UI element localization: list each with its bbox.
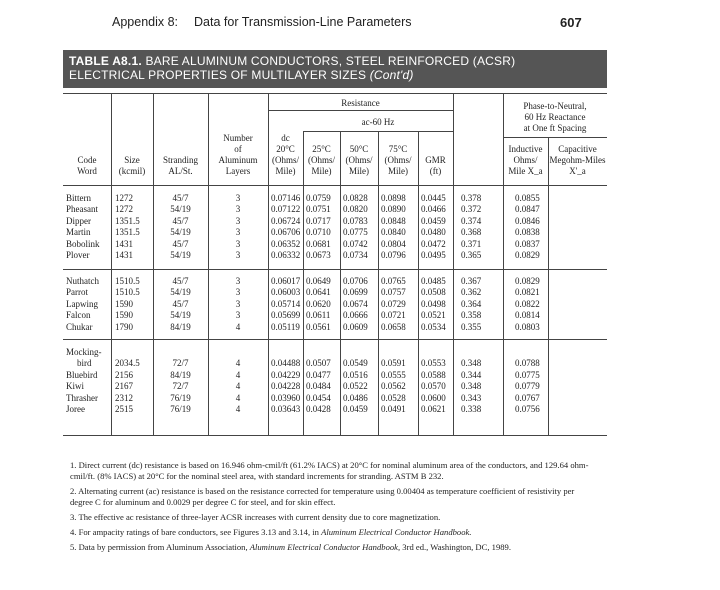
row-layers: 3 (235, 193, 241, 203)
row-code-word: Pheasant (66, 204, 98, 215)
row-ac75-resistance: 0.0796 (381, 250, 406, 260)
row-code-word: Martin (66, 227, 91, 238)
row-inductive-reactance: 0.372 (461, 204, 482, 215)
row-inductive-reactance: 0.365 (461, 250, 482, 260)
row-gmr: 0.0570 (421, 381, 446, 392)
row-ac50-resistance: 0.0486 (343, 392, 368, 403)
row-dc-resistance: 0.06706 (271, 227, 301, 238)
col-header-ac25: (Ohms/ (308, 155, 335, 165)
row-capacitive-reactance: 0.0788 (515, 358, 540, 369)
row-capacitive-reactance: 0.0829 (515, 276, 540, 286)
row-inductive-reactance: 0.368 (461, 227, 482, 238)
row-ac50-resistance: 0.0783 (343, 215, 368, 226)
row-layers: 4 (235, 321, 241, 332)
row-stranding: 76/19 (170, 404, 191, 414)
row-code-word: Bobolink (66, 238, 100, 249)
row-gmr: 0.0521 (421, 310, 446, 321)
row-stranding: 45/7 (172, 193, 189, 203)
col-header-dc20: 20°C (276, 144, 295, 154)
row-ac50-resistance: 0.0828 (343, 193, 368, 203)
row-code-word: Bittern (66, 193, 91, 203)
row-dc-resistance: 0.03643 (271, 404, 301, 414)
row-size: 1590 (115, 310, 133, 321)
row-code-word: Kiwi (66, 381, 84, 392)
table-title-line2: ELECTRICAL PROPERTIES OF MULTILAYER SIZES (69, 68, 367, 82)
col-header-stranding: AL/St. (168, 166, 193, 176)
row-code-word: Chukar (66, 321, 93, 332)
col-header-inductive: Inductive (508, 144, 543, 154)
row-capacitive-reactance: 0.0756 (515, 404, 540, 414)
column-rule (378, 131, 379, 435)
row-inductive-reactance: 0.374 (461, 215, 482, 226)
header-bottom-rule (63, 185, 607, 186)
row-gmr: 0.0498 (421, 298, 446, 309)
table-bottom-rule (63, 435, 607, 436)
row-dc-resistance: 0.03960 (271, 392, 301, 403)
row-inductive-reactance: 0.344 (461, 369, 482, 380)
row-dc-resistance: 0.04228 (271, 381, 301, 392)
row-capacitive-reactance: 0.0779 (515, 381, 540, 392)
row-size: 1431 (115, 250, 133, 260)
row-stranding: 54/19 (170, 310, 191, 321)
col-header-layers: Number (223, 133, 253, 143)
col-header-code-word: Word (77, 166, 97, 176)
col-header-ac25: Mile) (311, 166, 332, 176)
row-capacitive-reactance: 0.0767 (515, 392, 540, 403)
row-ac25-resistance: 0.0681 (306, 238, 331, 249)
row-gmr: 0.0621 (421, 404, 446, 414)
row-layers: 3 (235, 238, 241, 249)
row-stranding: 76/19 (170, 392, 191, 403)
col-header-phase: Phase-to-Neutral, (523, 101, 587, 111)
col-header-code-word: Code (77, 155, 97, 165)
row-ac50-resistance: 0.0522 (343, 381, 368, 392)
row-dc-resistance: 0.06724 (271, 215, 301, 226)
row-dc-resistance: 0.05119 (271, 321, 300, 332)
row-code-word: Dipper (66, 215, 91, 226)
row-inductive-reactance: 0.348 (461, 381, 482, 392)
row-dc-resistance: 0.05714 (271, 298, 301, 309)
row-gmr: 0.0553 (421, 358, 446, 369)
col-header-layers: Aluminum (218, 155, 258, 165)
row-ac25-resistance: 0.0561 (306, 321, 331, 332)
row-dc-resistance: 0.06332 (271, 250, 301, 260)
row-ac50-resistance: 0.0459 (343, 404, 368, 414)
row-layers: 3 (235, 215, 241, 226)
row-ac25-resistance: 0.0673 (306, 250, 331, 260)
row-ac50-resistance: 0.0742 (343, 238, 368, 249)
footnote-2: 2. Alternating current (ac) resistance is based on the resistance corrected for temperature using 0.00404 as temperature coefficient of resistivity per degree C for aluminum and 0.0029 per degree C for steel, and for skin effect. (70, 486, 575, 507)
row-code-word: Joree (66, 404, 85, 414)
row-gmr: 0.0508 (421, 287, 446, 298)
row-dc-resistance: 0.06003 (271, 287, 301, 298)
col-header-capacitive: Capacitive (558, 144, 597, 154)
row-ac75-resistance: 0.0721 (381, 310, 406, 321)
col-header-ac50: (Ohms/ (345, 155, 373, 165)
footnote-3: 3. The effective ac resistance of three-layer ACSR increases with current density due to core magnetization. (70, 512, 441, 522)
table-label: TABLE A8.1. (69, 54, 142, 68)
row-ac75-resistance: 0.0840 (381, 227, 406, 238)
row-code-word: Parrot (66, 287, 88, 298)
row-layers: 4 (235, 358, 241, 369)
row-capacitive-reactance: 0.0855 (515, 193, 540, 203)
col-header-ac75: Mile) (388, 166, 408, 176)
row-ac25-resistance: 0.0649 (306, 276, 331, 286)
row-dc-resistance: 0.06352 (271, 238, 301, 249)
row-inductive-reactance: 0.348 (461, 358, 482, 369)
footnote-5: 5. Data by permission from Aluminum Association, Aluminum Electrical Conductor Handbook, 3rd ed., Washington, DC, 1989. (70, 542, 511, 552)
row-gmr: 0.0459 (421, 215, 446, 226)
row-layers: 3 (235, 250, 241, 260)
row-gmr: 0.0480 (421, 227, 446, 238)
col-header-ac50: 50°C (349, 144, 369, 154)
row-size: 2034.5 (115, 358, 140, 369)
row-stranding: 45/7 (172, 276, 189, 286)
row-ac75-resistance: 0.0729 (381, 298, 406, 309)
row-capacitive-reactance: 0.0822 (515, 298, 540, 309)
row-stranding: 45/7 (172, 215, 189, 226)
col-header-dc20: dc (281, 133, 290, 143)
row-code-word: Bluebird (66, 369, 98, 380)
col-header-size: Size (124, 155, 140, 165)
row-ac25-resistance: 0.0717 (306, 215, 331, 226)
row-ac25-resistance: 0.0611 (306, 310, 331, 321)
row-gmr: 0.0600 (421, 392, 446, 403)
resistance-span-rule (268, 110, 453, 111)
row-size: 1590 (115, 298, 133, 309)
appendix-label: Appendix 8: (112, 15, 179, 29)
row-capacitive-reactance: 0.0838 (515, 227, 540, 238)
row-size: 1510.5 (115, 287, 140, 298)
reactance-span-rule (503, 137, 607, 138)
row-capacitive-reactance: 0.0814 (515, 310, 540, 321)
row-inductive-reactance: 0.358 (461, 310, 482, 321)
row-ac50-resistance: 0.0706 (343, 276, 368, 286)
row-dc-resistance: 0.04229 (271, 369, 301, 380)
col-header-layers: of (234, 144, 242, 154)
col-header-gmr: GMR (425, 155, 446, 165)
row-ac50-resistance: 0.0666 (343, 310, 368, 321)
row-size: 2515 (115, 404, 133, 414)
row-layers: 3 (235, 287, 241, 298)
col-header-resistance: Resistance (341, 98, 380, 108)
col-header-ac50: Mile) (349, 166, 369, 176)
row-stranding: 72/7 (172, 381, 189, 392)
row-code-word: Nuthatch (66, 276, 99, 286)
row-gmr: 0.0472 (421, 238, 446, 249)
row-size: 2167 (115, 381, 133, 392)
row-ac75-resistance: 0.0658 (381, 321, 406, 332)
col-header-stranding: Stranding (163, 155, 198, 165)
row-code-word: Lapwing (66, 298, 98, 309)
row-size: 2156 (115, 369, 133, 380)
footnote-1: 1. Direct current (dc) resistance is based on 16.946 ohm-cmil/ft (61.2% IACS) at 20°C for nominal aluminum area of the conductors, and 129.64 ohm-cmil/ft. (8% IACS) at 20°C for the nominal steel area, with standard increments for stranding. ASTM B 232. (70, 460, 589, 481)
row-layers: 3 (235, 204, 241, 215)
row-gmr: 0.0495 (421, 250, 446, 260)
col-header-ac25: 25°C (312, 144, 331, 154)
row-code-word: Plover (66, 250, 90, 260)
running-header (112, 15, 411, 29)
row-ac75-resistance: 0.0591 (381, 358, 406, 369)
table-footnotes (70, 460, 595, 557)
col-header-dc20: Mile) (275, 166, 296, 176)
footnote-4: 4. For ampacity ratings of bare conductors, see Figures 3.13 and 3.14, in Aluminum Electrical Conductor Handbook. (70, 527, 472, 537)
col-header-phase: 60 Hz Reactance (524, 112, 586, 122)
row-size: 1790 (115, 321, 133, 332)
col-header-capacitive: X'_a (569, 166, 586, 176)
row-capacitive-reactance: 0.0803 (515, 321, 540, 332)
row-stranding: 72/7 (172, 358, 189, 369)
column-rule (453, 93, 454, 435)
row-stranding: 54/19 (170, 227, 191, 238)
row-inductive-reactance: 0.362 (461, 287, 482, 298)
row-size: 1272 (115, 193, 133, 203)
row-dc-resistance: 0.07146 (271, 193, 301, 203)
col-header-gmr: (ft) (429, 166, 442, 176)
col-header-phase: at One ft Spacing (523, 123, 587, 133)
col-header-dc20: (Ohms/ (272, 155, 299, 165)
group-separator-rule (63, 269, 607, 270)
group-separator-rule (63, 339, 607, 340)
row-capacitive-reactance: 0.0847 (515, 204, 540, 215)
row-layers: 3 (235, 276, 241, 286)
col-header-capacitive: Megohm-Miles (549, 155, 606, 165)
col-header-inductive: Ohms/ (513, 155, 538, 165)
row-inductive-reactance: 0.378 (461, 193, 482, 203)
row-ac25-resistance: 0.0620 (306, 298, 331, 309)
row-inductive-reactance: 0.338 (461, 404, 482, 414)
row-layers: 3 (235, 227, 241, 238)
row-capacitive-reactance: 0.0821 (515, 287, 540, 298)
row-layers: 3 (235, 298, 241, 309)
column-rule (418, 131, 419, 435)
row-dc-resistance: 0.04488 (271, 358, 301, 369)
row-ac50-resistance: 0.0516 (343, 369, 368, 380)
row-size: 1510.5 (115, 276, 140, 286)
row-stranding: 54/19 (170, 287, 191, 298)
row-ac75-resistance: 0.0562 (381, 381, 406, 392)
row-ac75-resistance: 0.0848 (381, 215, 406, 226)
row-gmr: 0.0534 (421, 321, 446, 332)
row-ac75-resistance: 0.0898 (381, 193, 406, 203)
row-capacitive-reactance: 0.0837 (515, 238, 540, 249)
row-layers: 4 (235, 404, 241, 414)
row-gmr: 0.0466 (421, 204, 446, 215)
table-title-cont: (Cont'd) (369, 68, 414, 82)
row-inductive-reactance: 0.371 (461, 238, 482, 249)
row-code-word: Mocking- (66, 347, 102, 357)
row-size: 1431 (115, 238, 133, 249)
row-ac25-resistance: 0.0507 (306, 358, 331, 369)
row-gmr: 0.0485 (421, 276, 446, 286)
page-number: 607 (560, 15, 582, 30)
row-ac50-resistance: 0.0820 (343, 204, 368, 215)
row-stranding: 54/19 (170, 250, 191, 260)
row-size: 1272 (115, 204, 133, 215)
row-ac25-resistance: 0.0710 (306, 227, 331, 238)
col-header-ac75: 75°C (388, 144, 408, 154)
row-inductive-reactance: 0.364 (461, 298, 482, 309)
row-ac50-resistance: 0.0699 (343, 287, 368, 298)
row-inductive-reactance: 0.367 (461, 276, 482, 286)
row-stranding: 45/7 (172, 298, 189, 309)
row-ac50-resistance: 0.0609 (343, 321, 368, 332)
row-inductive-reactance: 0.343 (461, 392, 482, 403)
row-size: 1351.5 (115, 215, 140, 226)
row-ac75-resistance: 0.0757 (381, 287, 406, 298)
appendix-title: Data for Transmission-Line Parameters (194, 15, 412, 29)
row-ac75-resistance: 0.0804 (381, 238, 406, 249)
col-header-ac60: ac-60 Hz (361, 117, 395, 127)
row-stranding: 84/19 (170, 369, 191, 380)
row-ac50-resistance: 0.0674 (343, 298, 368, 309)
row-ac25-resistance: 0.0428 (306, 404, 331, 414)
row-ac25-resistance: 0.0454 (306, 392, 331, 403)
row-ac75-resistance: 0.0491 (381, 404, 406, 414)
row-dc-resistance: 0.07122 (271, 204, 301, 215)
row-capacitive-reactance: 0.0775 (515, 369, 540, 380)
row-ac25-resistance: 0.0641 (306, 287, 331, 298)
table-top-rule (63, 93, 607, 94)
row-ac75-resistance: 0.0528 (381, 392, 406, 403)
row-ac50-resistance: 0.0734 (343, 250, 368, 260)
column-rule (111, 93, 112, 435)
row-ac75-resistance: 0.0555 (381, 369, 406, 380)
row-stranding: 54/19 (170, 204, 191, 215)
row-layers: 4 (235, 369, 241, 380)
row-ac75-resistance: 0.0765 (381, 276, 406, 286)
row-capacitive-reactance: 0.0846 (515, 215, 540, 226)
row-size: 2312 (115, 392, 133, 403)
row-gmr: 0.0588 (421, 369, 446, 380)
row-ac50-resistance: 0.0775 (343, 227, 368, 238)
row-ac75-resistance: 0.0890 (381, 204, 406, 215)
row-dc-resistance: 0.05699 (271, 310, 301, 321)
row-ac25-resistance: 0.0484 (306, 381, 331, 392)
row-ac25-resistance: 0.0477 (306, 369, 331, 380)
col-header-ac75: (Ohms/ (384, 155, 412, 165)
row-size: 1351.5 (115, 227, 140, 238)
row-stranding: 45/7 (172, 238, 189, 249)
row-capacitive-reactance: 0.0829 (515, 250, 540, 260)
col-header-layers: Layers (225, 166, 251, 176)
col-header-size: (kcmil) (118, 166, 146, 176)
row-ac25-resistance: 0.0759 (306, 193, 331, 203)
row-layers: 3 (235, 310, 241, 321)
row-code-word: Thrasher (66, 392, 98, 403)
table-title-banner (63, 50, 607, 88)
row-layers: 4 (235, 392, 241, 403)
row-layers: 4 (235, 381, 241, 392)
row-inductive-reactance: 0.355 (461, 321, 482, 332)
row-ac50-resistance: 0.0549 (343, 358, 368, 369)
row-code-word: Falcon (66, 310, 91, 321)
row-stranding: 84/19 (170, 321, 191, 332)
col-header-inductive: Mile X_a (508, 166, 543, 176)
row-code-word-cont: bird (77, 358, 92, 369)
table-title-line1: BARE ALUMINUM CONDUCTORS, STEEL REINFORCED (ACSR) (145, 54, 516, 68)
row-ac25-resistance: 0.0751 (306, 204, 331, 215)
row-dc-resistance: 0.06017 (271, 276, 301, 286)
row-gmr: 0.0445 (421, 193, 446, 203)
